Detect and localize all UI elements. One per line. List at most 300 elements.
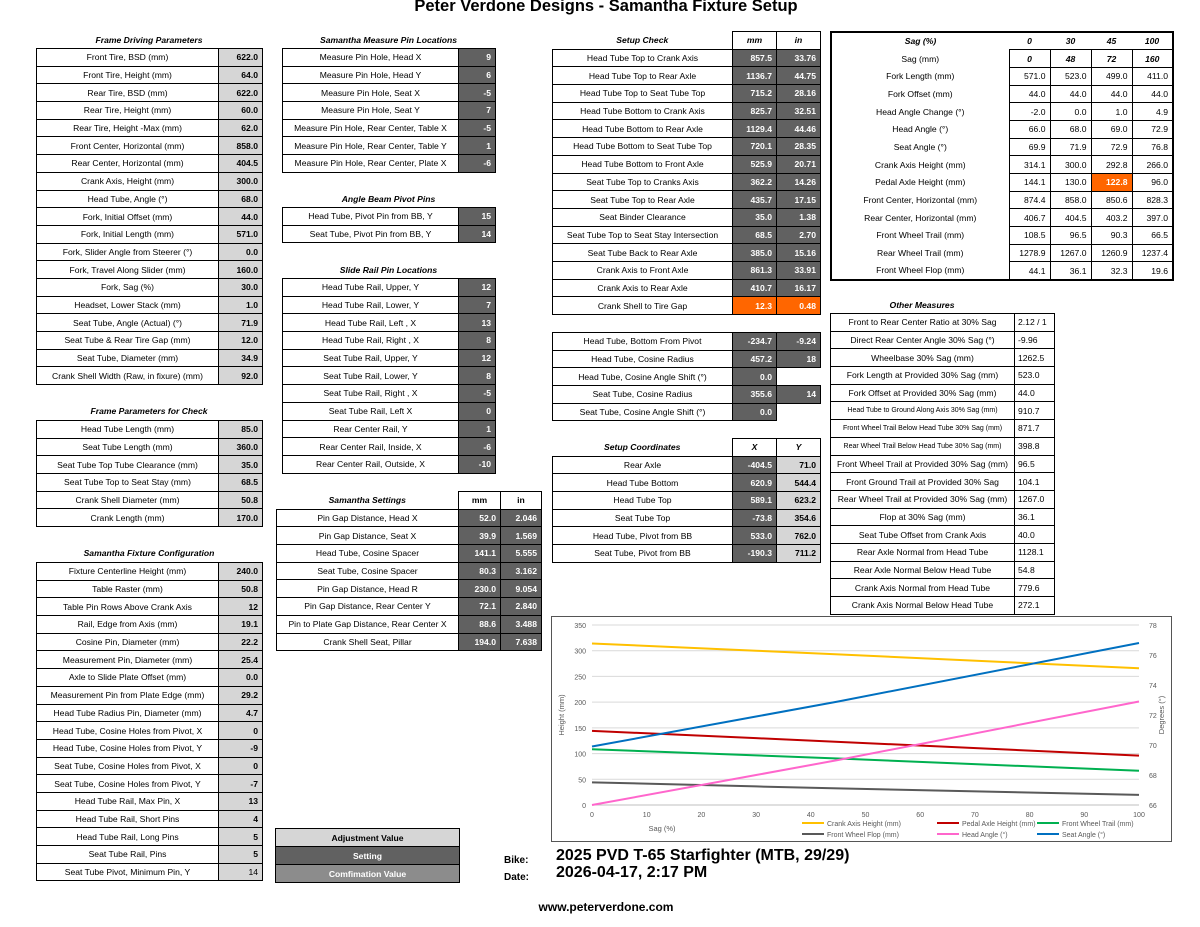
- row-value-1: 39.9: [459, 527, 501, 545]
- row-label: Wheelbase 30% Sag (mm): [831, 349, 1015, 367]
- row-value-1: 72.1: [459, 598, 501, 616]
- row-label: Measure Pin Hole, Seat Y: [283, 102, 459, 120]
- x-tick-label: 70: [971, 812, 979, 819]
- row-value-1: 35.0: [733, 208, 777, 226]
- row-value: -7: [219, 775, 263, 793]
- sag-value: 130.0: [1050, 174, 1091, 192]
- row-value-2: 17.15: [777, 191, 821, 209]
- table-row: [831, 455, 1055, 473]
- row-label: Head Tube Top to Seat Tube Top: [553, 85, 733, 103]
- row-label: Measure Pin Hole, Rear Center, Table X: [283, 119, 459, 137]
- sag-value: 32.3: [1091, 262, 1132, 280]
- table-row: [283, 349, 496, 367]
- frame-driving-table: [36, 48, 263, 385]
- row-value-2: 33.76: [777, 49, 821, 67]
- row-label: Head Tube Length (mm): [37, 421, 219, 439]
- row-value: 92.0: [219, 367, 263, 385]
- table-row: [37, 349, 263, 367]
- frame-driving-header: Frame Driving Parameters: [95, 35, 203, 45]
- table-row: [37, 509, 263, 527]
- y-tick-label: 200: [574, 700, 586, 708]
- sag-value: 397.0: [1132, 209, 1173, 227]
- footer-url: www.peterverdone.com: [538, 900, 674, 914]
- table-row: [37, 137, 263, 155]
- row-label: Crank Axis Height (mm): [874, 159, 966, 170]
- row-label: Front Wheel Flop (mm): [876, 265, 965, 276]
- table-row: [553, 244, 821, 262]
- row-label: Head Tube Top: [553, 492, 733, 510]
- row-label: Crank Shell Width (Raw, in fixure) (mm): [37, 367, 219, 385]
- table-row: [831, 50, 1173, 68]
- row-label: Fork, Initial Offset (mm): [37, 208, 219, 226]
- x-tick-label: 100: [1133, 812, 1145, 819]
- row-label: Head Tube Bottom to Crank Axis: [553, 102, 733, 120]
- sag-value: 19.6: [1132, 262, 1173, 280]
- y-tick-label: 150: [574, 725, 586, 733]
- table-row: [831, 543, 1055, 561]
- row-value-2: 2.840: [501, 598, 542, 616]
- row-label: Pin to Plate Gap Distance, Rear Center X: [277, 615, 459, 633]
- sag-value: 4.9: [1132, 103, 1173, 121]
- table-row: [277, 615, 542, 633]
- table-row: [831, 508, 1055, 526]
- table-row: [831, 597, 1055, 615]
- table-row: [37, 563, 263, 581]
- table-row: [277, 598, 542, 616]
- row-label: Head Tube Rail, Short Pins: [37, 810, 219, 828]
- table-row: [553, 279, 821, 297]
- row-value: -5: [459, 84, 496, 102]
- row-value: 571.0: [219, 225, 263, 243]
- settings-col-mm: mm: [459, 492, 501, 510]
- row-value: 19.1: [219, 616, 263, 634]
- row-value-2: [777, 403, 821, 421]
- table-row: [37, 261, 263, 279]
- setup-coordinates-header: Setup Coordinates: [604, 442, 681, 453]
- row-value: 14: [459, 225, 496, 243]
- row-value-2: 1.569: [501, 527, 542, 545]
- other-measures-header: Other Measures: [889, 300, 955, 310]
- table-row: [37, 102, 263, 120]
- row-value-1: 385.0: [733, 244, 777, 262]
- setup-check-col-in: in: [777, 32, 821, 50]
- table-row: [37, 421, 263, 439]
- row-value: 779.6: [1015, 579, 1055, 597]
- table-row: [283, 332, 496, 350]
- row-label: Crank Shell to Tire Gap: [553, 297, 733, 315]
- row-value: 34.9: [219, 349, 263, 367]
- row-value: 44.0: [219, 208, 263, 226]
- x-tick-label: 0: [590, 812, 594, 819]
- row-value: -6: [459, 155, 496, 173]
- row-value: 4.7: [219, 704, 263, 722]
- pivot-table: [552, 332, 821, 421]
- table-row: [553, 350, 821, 368]
- row-value: 1267.0: [1015, 490, 1055, 508]
- sag-col-header: 0: [1027, 36, 1032, 47]
- row-label: Fork Offset (mm): [887, 88, 953, 99]
- row-value: 300.0: [219, 172, 263, 190]
- row-label: Seat Tube Pivot, Minimum Pin, Y: [37, 863, 219, 881]
- row-value-2: 1.38: [777, 208, 821, 226]
- row-value: 35.0: [219, 456, 263, 474]
- table-row: [277, 633, 542, 651]
- row-value: 160.0: [219, 261, 263, 279]
- row-label: Head Angle (°): [892, 124, 949, 135]
- table-row: [831, 103, 1173, 121]
- row-label: Rear Center Rail, Inside, X: [283, 438, 459, 456]
- table-row: [831, 191, 1173, 209]
- table-row: [831, 526, 1055, 544]
- row-value: 6: [459, 66, 496, 84]
- row-value-1: 435.7: [733, 191, 777, 209]
- sag-value: 96.5: [1050, 227, 1091, 245]
- table-row: [37, 296, 263, 314]
- measure-pins-table: [282, 48, 496, 173]
- table-row: [553, 191, 821, 209]
- table-row: [553, 333, 821, 351]
- row-value: -6: [459, 438, 496, 456]
- table-row: [37, 367, 263, 385]
- row-value: 240.0: [219, 563, 263, 581]
- slide-rail-header: Slide Rail Pin Locations: [339, 265, 438, 275]
- row-value: 13: [219, 792, 263, 810]
- row-value: 360.0: [219, 438, 263, 456]
- sag-value: 71.9: [1050, 138, 1091, 156]
- row-value: 64.0: [219, 66, 263, 84]
- sag-value: 314.1: [1009, 156, 1050, 174]
- row-value: 62.0: [219, 119, 263, 137]
- row-label: Seat Tube, Cosine Holes from Pivot, Y: [37, 775, 219, 793]
- row-value-2: 14: [777, 386, 821, 404]
- table-row: [277, 562, 542, 580]
- row-value-1: 410.7: [733, 279, 777, 297]
- coords-col-y: Y: [777, 439, 821, 457]
- row-label: Front to Rear Center Ratio at 30% Sag: [831, 314, 1015, 332]
- row-label: Head Tube, Cosine Holes from Pivot, Y: [37, 739, 219, 757]
- row-label: Head Tube, Bottom From Pivot: [553, 333, 733, 351]
- row-label: Seat Tube, Cosine Angle Shift (°): [553, 403, 733, 421]
- sag-value: 76.8: [1132, 138, 1173, 156]
- y-tick-label: 350: [574, 623, 586, 630]
- series-line: [592, 643, 1139, 747]
- row-label: Fork, Initial Length (mm): [37, 225, 219, 243]
- row-label: Head Tube Radius Pin, Diameter (mm): [37, 704, 219, 722]
- y-tick-label: 300: [574, 648, 586, 656]
- row-label: Measure Pin Hole, Rear Center, Plate X: [283, 155, 459, 173]
- row-value: 96.5: [1015, 455, 1055, 473]
- table-row: [831, 262, 1173, 280]
- table-row: [831, 174, 1173, 192]
- row-label: Sag (mm): [901, 53, 940, 64]
- row-value-2: 3.488: [501, 615, 542, 633]
- table-row: [831, 490, 1055, 508]
- row-label: Seat Tube Back to Rear Axle: [553, 244, 733, 262]
- row-value-1: 0.0: [733, 368, 777, 386]
- sag-col-header: 100: [1144, 36, 1160, 47]
- table-row: [283, 225, 496, 243]
- sag-value: 1260.9: [1091, 244, 1132, 262]
- row-value-2: 544.4: [777, 474, 821, 492]
- row-value-2: 71.0: [777, 456, 821, 474]
- table-row: [37, 846, 263, 864]
- row-value-2: 15.16: [777, 244, 821, 262]
- table-row: [283, 119, 496, 137]
- row-value: 54.8: [1015, 561, 1055, 579]
- table-row: [831, 138, 1173, 156]
- table-row: [283, 279, 496, 297]
- slide-rail-table: [282, 278, 496, 474]
- table-row: [37, 84, 263, 102]
- row-value: 40.0: [1015, 526, 1055, 544]
- row-label: Head Tube Rail, Upper, Y: [283, 279, 459, 297]
- row-value-2: -9.24: [777, 333, 821, 351]
- row-label: Cosine Pin, Diameter (mm): [37, 633, 219, 651]
- other-measures-table: [830, 313, 1055, 615]
- table-row: [553, 67, 821, 85]
- x-tick-label: 40: [806, 812, 815, 819]
- row-label: Head Tube, Cosine Radius: [553, 350, 733, 368]
- y2-tick-label: 74: [1149, 683, 1157, 690]
- table-row: [831, 579, 1055, 597]
- row-value: 1.0: [219, 296, 263, 314]
- bike-label: Bike:: [504, 855, 529, 866]
- row-label: Seat Tube, Cosine Holes from Pivot, X: [37, 757, 219, 775]
- row-label: Crank Shell Seat, Pillar: [277, 633, 459, 651]
- row-value-1: 141.1: [459, 545, 501, 563]
- row-value-2: 14.26: [777, 173, 821, 191]
- row-label: Head Tube Rail, Max Pin, X: [37, 792, 219, 810]
- row-value-1: 88.6: [459, 615, 501, 633]
- table-row: [553, 208, 821, 226]
- y-tick-label: 100: [574, 751, 586, 759]
- sag-value: 571.0: [1009, 67, 1050, 85]
- row-value: -5: [459, 119, 496, 137]
- row-value-2: 33.91: [777, 261, 821, 279]
- table-row: [37, 792, 263, 810]
- table-row: [283, 455, 496, 473]
- row-label: Fork, Travel Along Slider (mm): [37, 261, 219, 279]
- sag-value: 1237.4: [1132, 244, 1173, 262]
- row-label: Pin Gap Distance, Head R: [277, 580, 459, 598]
- row-label: Pin Gap Distance, Rear Center Y: [277, 598, 459, 616]
- row-value: 29.2: [219, 686, 263, 704]
- table-row: [37, 474, 263, 492]
- table-row: [37, 722, 263, 740]
- row-label: Seat Tube & Rear Tire Gap (mm): [37, 332, 219, 350]
- table-row: [283, 402, 496, 420]
- row-value: 0.0: [219, 243, 263, 261]
- row-label: Seat Tube, Pivot Pin from BB, Y: [283, 225, 459, 243]
- sag-value: 0: [1009, 50, 1050, 68]
- row-label: Seat Tube, Cosine Radius: [553, 386, 733, 404]
- row-value: 13: [459, 314, 496, 332]
- row-label: Crank Axis to Rear Axle: [553, 279, 733, 297]
- table-row: [831, 437, 1055, 455]
- sag-col-header: 30: [1065, 36, 1076, 47]
- legend-entry: Head Angle (°): [962, 832, 1008, 839]
- row-value-2: 9.054: [501, 580, 542, 598]
- sag-value: 36.1: [1050, 262, 1091, 280]
- table-row: [37, 739, 263, 757]
- row-label: Seat Tube Top: [553, 509, 733, 527]
- row-value-2: 0.48: [777, 297, 821, 315]
- legend-adjustment: Adjustment Value: [276, 829, 460, 847]
- sag-value: 144.1: [1009, 174, 1050, 192]
- table-row: [831, 209, 1173, 227]
- row-label: Crank Shell Diameter (mm): [37, 491, 219, 509]
- row-label: Front Wheel Trail at Provided 30% Sag (mm): [831, 455, 1015, 473]
- table-row: [37, 810, 263, 828]
- fixture-config-header: Samantha Fixture Configuration: [83, 548, 215, 558]
- row-value-2: 20.71: [777, 155, 821, 173]
- table-row: [37, 208, 263, 226]
- x-tick-label: 10: [642, 812, 651, 819]
- row-label: Flop at 30% Sag (mm): [831, 508, 1015, 526]
- row-value-2: 623.2: [777, 492, 821, 510]
- table-row: [831, 227, 1173, 245]
- table-row: [831, 561, 1055, 579]
- table-row: [553, 261, 821, 279]
- settings-header: Samantha Settings: [328, 495, 406, 506]
- x-tick-label: 30: [752, 812, 760, 819]
- x-tick-label: 90: [1080, 812, 1089, 819]
- legend-entry: Pedal Axle Height (mm): [962, 821, 1036, 828]
- row-value: 9: [459, 49, 496, 67]
- row-value: 0: [219, 757, 263, 775]
- frame-check-header: Frame Parameters for Check: [90, 406, 208, 416]
- table-row: [37, 172, 263, 190]
- row-label: Seat Tube, Diameter (mm): [37, 349, 219, 367]
- sag-value: 66.0: [1009, 120, 1050, 138]
- table-row: [37, 225, 263, 243]
- table-row: [277, 527, 542, 545]
- row-label: Crank Axis Normal Below Head Tube: [831, 597, 1015, 615]
- x-axis-label: Sag (%): [648, 824, 676, 833]
- sag-value: 44.0: [1091, 85, 1132, 103]
- table-row: [831, 402, 1055, 420]
- row-value-2: 28.16: [777, 85, 821, 103]
- table-row: [831, 85, 1173, 103]
- table-row: [553, 474, 821, 492]
- table-row: [553, 456, 821, 474]
- y-tick-label: 250: [574, 674, 586, 682]
- row-label: Seat Tube Rail, Right , X: [283, 385, 459, 403]
- date-label: Date:: [504, 872, 530, 883]
- row-value-1: 12.3: [733, 297, 777, 315]
- table-row: [283, 385, 496, 403]
- row-label: Rear Wheel Trail at Provided 30% Sag (mm): [831, 490, 1015, 508]
- row-value: 622.0: [219, 49, 263, 67]
- sag-chart-svg: [552, 617, 1173, 843]
- row-label: Pedal Axle Height (mm): [875, 177, 966, 188]
- legend-entry: Front Wheel Flop (mm): [827, 832, 899, 839]
- setup-check-col-mm: mm: [733, 32, 777, 50]
- measure-pins-header: Samantha Measure Pin Locations: [319, 35, 458, 45]
- row-value: 12: [459, 279, 496, 297]
- table-row: [283, 438, 496, 456]
- sag-value: 1.0: [1091, 103, 1132, 121]
- row-label: Head Tube, Cosine Holes from Pivot, X: [37, 722, 219, 740]
- row-value: 71.9: [219, 314, 263, 332]
- row-value: 7: [459, 102, 496, 120]
- row-value-1: 533.0: [733, 527, 777, 545]
- row-value-2: 711.2: [777, 545, 821, 563]
- row-label: Measurement Pin from Plate Edge (mm): [37, 686, 219, 704]
- setup-check-header: Setup Check: [616, 35, 669, 46]
- row-label: Front Ground Trail at Provided 30% Sag: [831, 473, 1015, 491]
- table-row: [283, 49, 496, 67]
- row-value: 1: [459, 137, 496, 155]
- row-value: 104.1: [1015, 473, 1055, 491]
- row-value-1: -73.8: [733, 509, 777, 527]
- row-label: Measure Pin Hole, Rear Center, Table Y: [283, 137, 459, 155]
- row-label: Front Wheel Trail (mm): [876, 230, 965, 241]
- row-value: 12.0: [219, 332, 263, 350]
- row-value: 523.0: [1015, 367, 1055, 385]
- row-value-2: 3.162: [501, 562, 542, 580]
- y-tick-label: 50: [578, 777, 586, 785]
- table-row: [283, 66, 496, 84]
- row-label: Seat Tube Top Tube Clearance (mm): [37, 456, 219, 474]
- table-row: [37, 669, 263, 687]
- row-label: Seat Tube Rail, Left X: [283, 402, 459, 420]
- row-label: Seat Tube Rail, Pins: [37, 846, 219, 864]
- table-row: [283, 102, 496, 120]
- row-label: Measure Pin Hole, Head X: [283, 49, 459, 67]
- row-label: Rear Axle Normal Below Head Tube: [831, 561, 1015, 579]
- row-label: Table Raster (mm): [37, 580, 219, 598]
- table-row: [831, 473, 1055, 491]
- row-label: Head Tube Bottom to Seat Tube Top: [553, 138, 733, 156]
- table-row: [553, 545, 821, 563]
- row-label: Axle to Slide Plate Offset (mm): [37, 669, 219, 687]
- row-value: 871.7: [1015, 420, 1055, 438]
- table-row: [553, 297, 821, 315]
- row-value-2: 28.35: [777, 138, 821, 156]
- row-value: 0: [219, 722, 263, 740]
- settings-col-in: in: [501, 492, 542, 510]
- row-value: 272.1: [1015, 597, 1055, 615]
- row-label: Rear Tire, Height -Max (mm): [37, 119, 219, 137]
- row-label: Head Tube, Pivot from BB: [553, 527, 733, 545]
- sag-value: 68.0: [1050, 120, 1091, 138]
- table-row: [37, 314, 263, 332]
- row-label: Rear Axle Normal from Head Tube: [831, 543, 1015, 561]
- row-label: Head Tube Rail, Right , X: [283, 332, 459, 350]
- sag-value: 96.0: [1132, 174, 1173, 192]
- sag-value: 266.0: [1132, 156, 1173, 174]
- row-label: Head Tube Top to Crank Axis: [553, 49, 733, 67]
- row-label: Front Center, Horizontal (mm): [37, 137, 219, 155]
- y2-tick-label: 70: [1149, 743, 1157, 750]
- table-row: [553, 138, 821, 156]
- row-label: Seat Tube Rail, Upper, Y: [283, 349, 459, 367]
- setup-check-table: [552, 31, 821, 315]
- sag-value: 1278.9: [1009, 244, 1050, 262]
- row-label: Seat Tube Rail, Lower, Y: [283, 367, 459, 385]
- sag-value: 411.0: [1132, 67, 1173, 85]
- row-value: 44.0: [1015, 384, 1055, 402]
- series-line: [592, 643, 1139, 668]
- row-label: Seat Tube Top to Seat Stay Intersection: [553, 226, 733, 244]
- row-value-2: [777, 368, 821, 386]
- legend-entry: Seat Angle (°): [1062, 832, 1106, 839]
- table-row: [553, 368, 821, 386]
- table-row: [37, 863, 263, 881]
- row-value-1: 857.5: [733, 49, 777, 67]
- angle-beam-table: [282, 207, 496, 243]
